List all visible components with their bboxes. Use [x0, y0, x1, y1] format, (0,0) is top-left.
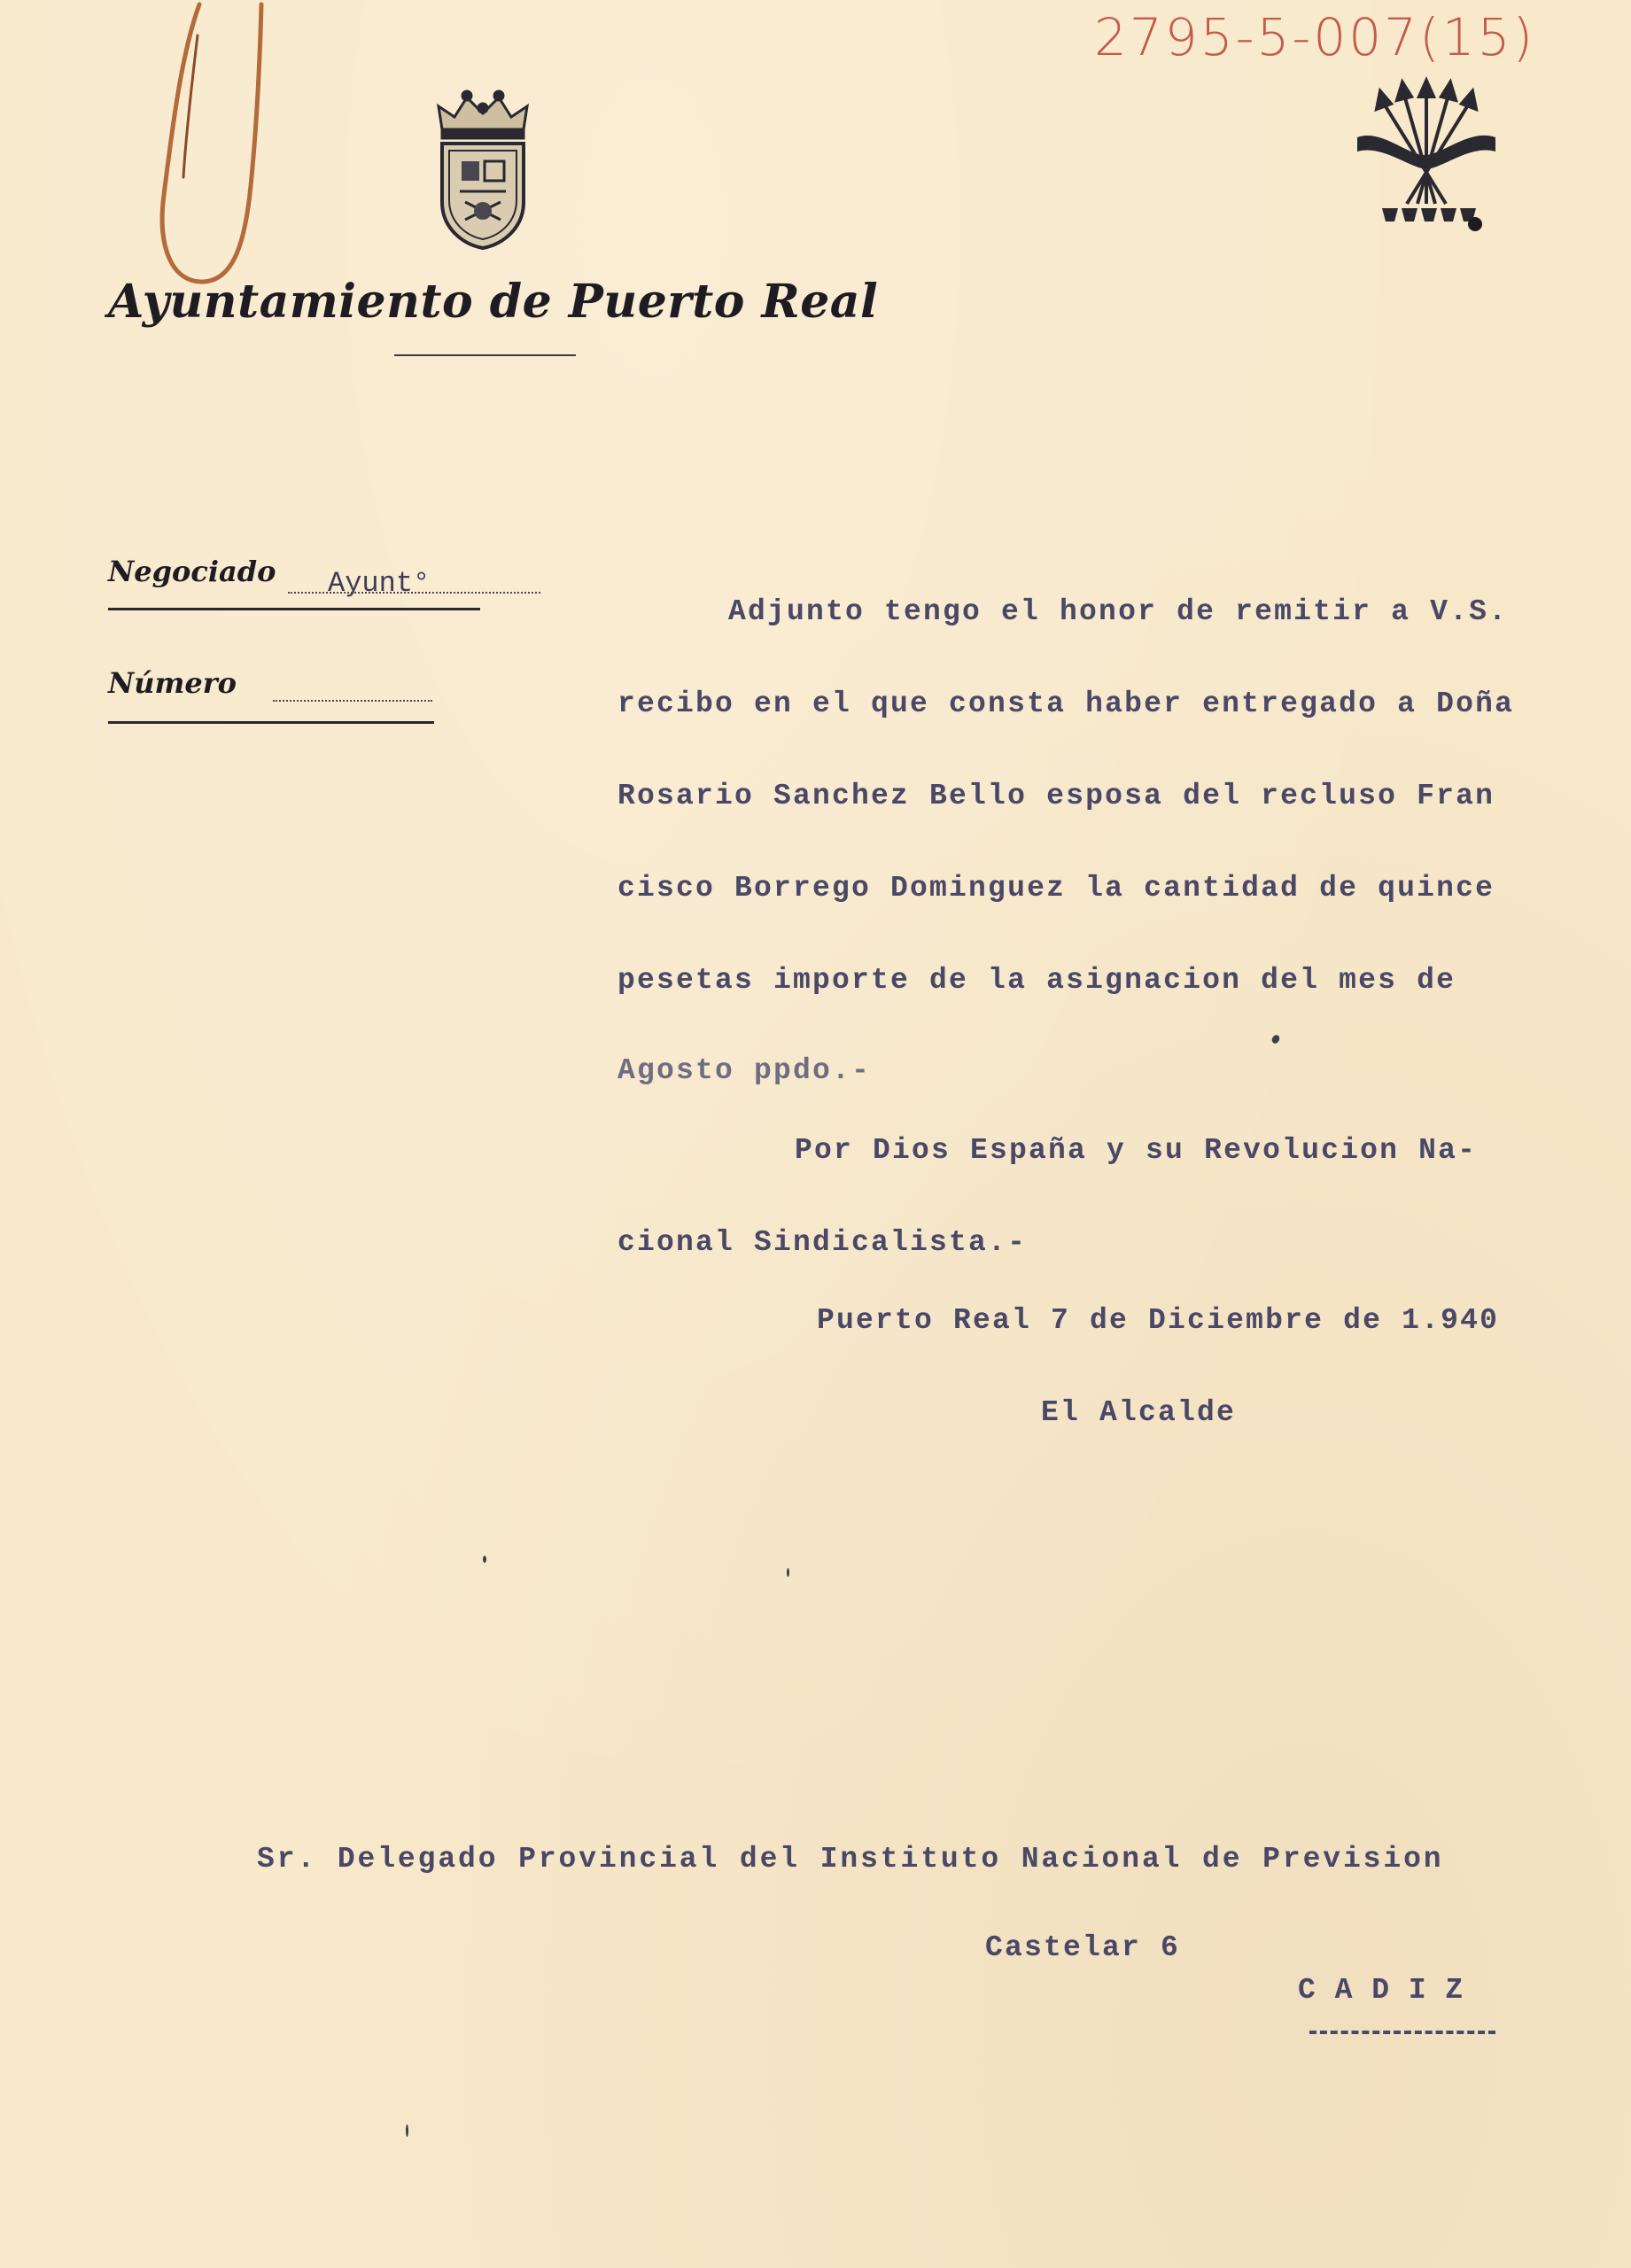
body-line: cisco Borrego Dominguez la cantidad de quince — [617, 872, 1495, 905]
ink-speck — [406, 2124, 408, 2137]
closing-line: cional Sindicalista.- — [617, 1226, 1028, 1259]
numero-dotted-line — [273, 700, 432, 702]
coat-of-arms-icon — [430, 87, 536, 251]
city-underline — [1309, 2031, 1495, 2034]
ink-speck — [483, 1556, 486, 1563]
numero-label: Número — [108, 666, 237, 700]
ink-speck — [787, 1568, 789, 1577]
negociado-rule — [108, 608, 480, 610]
body-line: pesetas importe de la asignacion del mes de — [617, 964, 1456, 997]
archive-reference: 2795-5-007(15) — [1094, 7, 1536, 67]
negociado-value: Ayunt° — [328, 567, 431, 600]
closing-line: Por Dios España y su Revolucion Na- — [795, 1134, 1478, 1167]
body-line: Adjunto tengo el honor de remitir a V.S. — [728, 595, 1509, 628]
ink-speck — [1270, 1034, 1281, 1045]
signature: El Alcalde — [1041, 1396, 1237, 1429]
yoke-and-arrows-icon — [1347, 75, 1506, 239]
addressee-street: Castelar 6 — [985, 1931, 1181, 1964]
body-line: Agosto ppdo.- — [617, 1054, 872, 1087]
addressee-city: C A D I Z — [1298, 1974, 1464, 2007]
numero-rule — [108, 721, 434, 724]
letterhead-underline — [394, 354, 576, 356]
place-and-date: Puerto Real 7 de Diciembre de 1.940 — [817, 1304, 1500, 1337]
negociado-label: Negociado — [108, 555, 276, 588]
body-line: Rosario Sanchez Bello esposa del recluso Fran — [617, 780, 1495, 812]
letterhead-title: Ayuntamiento de Puerto Real — [108, 275, 879, 329]
body-line: recibo en el que consta haber entregado a Doña — [617, 687, 1515, 720]
paper-clip-icon — [146, 0, 279, 292]
addressee-name: Sr. Delegado Provincial del Instituto Nacional de Prevision — [257, 1843, 1444, 1876]
